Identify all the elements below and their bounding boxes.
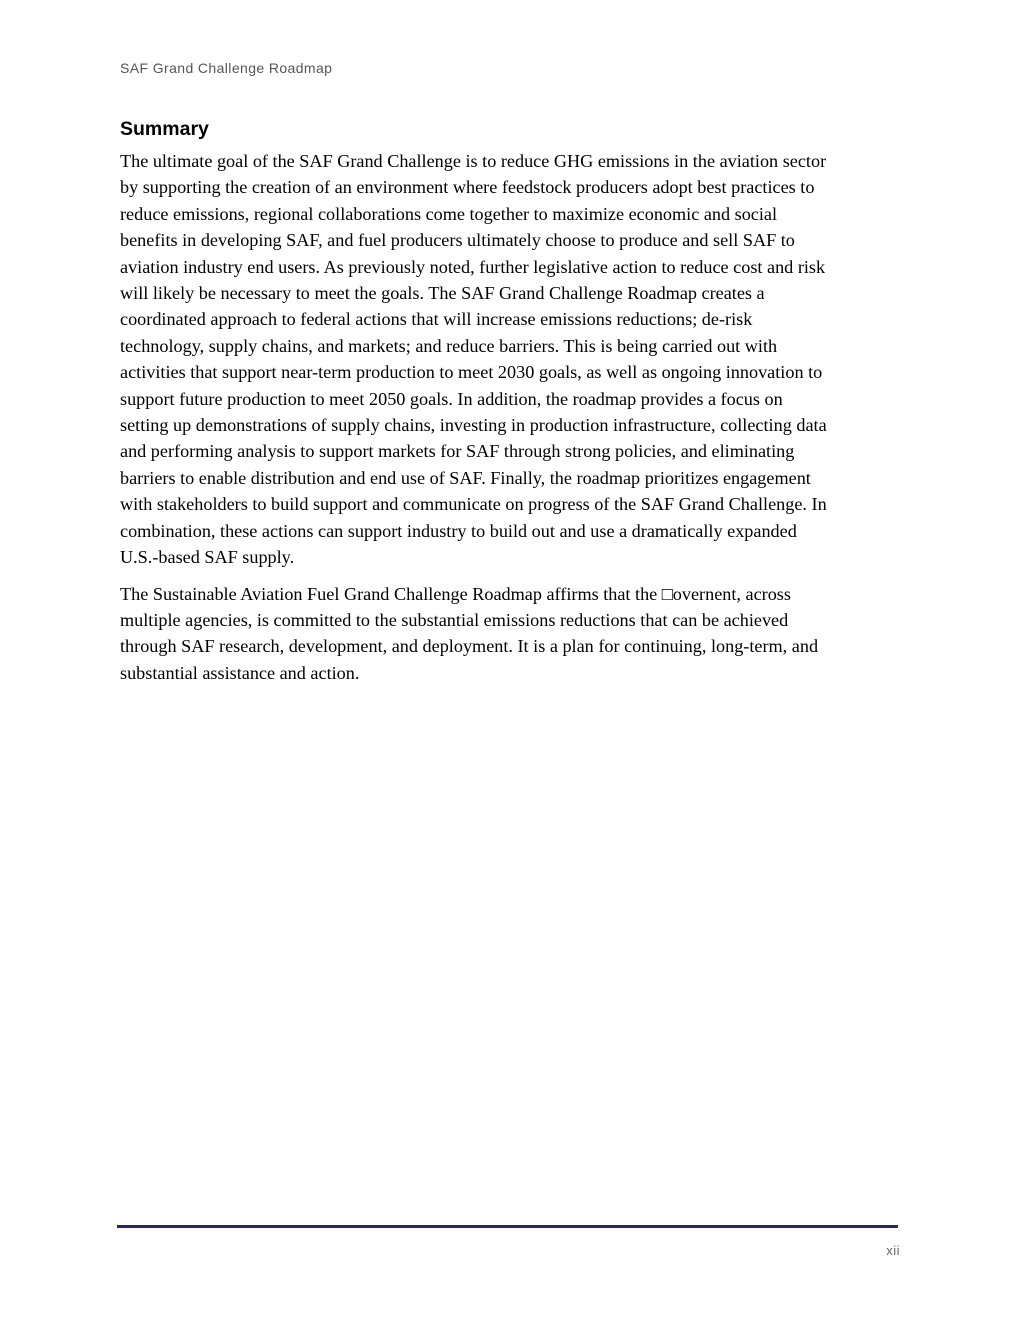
paragraph-line: The ultimate goal of the SAF Grand Challenge is to reduce GHG emissions in the aviation sector <box>120 151 827 171</box>
page-number: xii <box>886 1243 900 1258</box>
paragraph-line: by supporting the creation of an environment where feedstock producers adopt best practices to <box>120 177 815 198</box>
paragraph-line: barriers to enable distribution and end use of SAF. Finally, the roadmap prioritizes engagement <box>120 467 811 488</box>
paragraph-line: U.S.-based SAF supply. <box>120 547 295 568</box>
paragraph-line: combination, these actions can support industry to build out and use a dramatically expanded <box>120 520 797 541</box>
paragraph-line: coordinated approach to federal actions that will increase emissions reductions; de-risk <box>120 309 753 330</box>
paragraph-line: setting up demonstrations of supply chains, investing in production infrastructure, collecting data <box>120 415 827 436</box>
paragraph-line: The Sustainable Aviation Fuel Grand Challenge Roadmap affirms that the □overnent, across <box>120 583 791 604</box>
paragraph-line: with stakeholders to build support and communicate on progress of the SAF Grand Challenge. In <box>120 494 827 515</box>
paragraph-line: will likely be necessary to meet the goals. The SAF Grand Challenge Roadmap creates a <box>120 283 765 304</box>
section-heading: Summary <box>120 118 209 140</box>
paragraph-line: aviation industry end users. As previously noted, further legislative action to reduce cost and risk <box>120 256 826 277</box>
main-content <box>120 116 902 686</box>
running-header: SAF Grand Challenge Roadmap <box>120 60 333 76</box>
footer-rule <box>117 1225 898 1228</box>
summary-paragraph-1 <box>120 148 902 571</box>
summary-paragraph-2 <box>120 581 902 687</box>
paragraph-line: through SAF research, development, and deployment. It is a plan for continuing, long-term, and <box>120 636 819 657</box>
paragraph-line: benefits in developing SAF, and fuel producers ultimately choose to produce and sell SAF to <box>120 230 795 251</box>
paragraph-line: reduce emissions, regional collaborations come together to maximize economic and social <box>120 203 778 224</box>
paragraph-line: support future production to meet 2050 goals. In addition, the roadmap provides a focus on <box>120 388 783 409</box>
paragraph-line: multiple agencies, is committed to the substantial emissions reductions that can be achieved <box>120 609 789 630</box>
paragraph-line: activities that support near-term production to meet 2030 goals, as well as ongoing innovation to <box>120 362 823 383</box>
paragraph-line: technology, supply chains, and markets; and reduce barriers. This is being carried out with <box>120 335 778 356</box>
paragraph-line: substantial assistance and action. <box>120 662 360 683</box>
paragraph-line: and performing analysis to support markets for SAF through strong policies, and eliminating <box>120 441 795 462</box>
